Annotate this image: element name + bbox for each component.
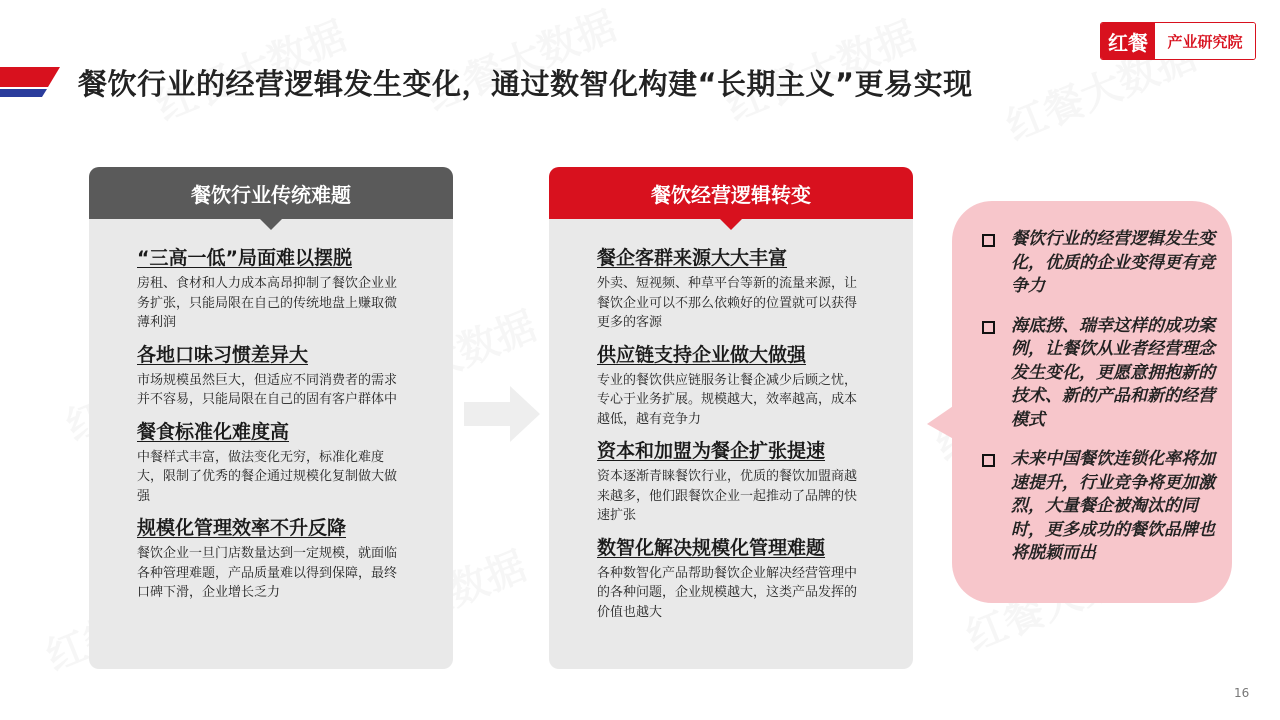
list-item <box>982 315 1222 433</box>
list-item <box>137 342 407 410</box>
square-bullet-icon <box>982 321 995 334</box>
bullet-text: 未来中国餐饮连锁化率将加速提升，行业竞争将更加激烈，大量餐企被淘汰的同时，更多成功的餐饮品牌也将脱颖而出 <box>1011 449 1215 563</box>
item-title: 各地口味习惯差异大 <box>137 343 309 366</box>
list-item <box>137 245 407 333</box>
item-body: 外卖、短视频、种草平台等新的流量来源，让餐饮企业可以不那么依赖好的位置就可以获得更多的客源 <box>597 276 858 330</box>
item-body: 中餐样式丰富，做法变化无穷，标准化难度大，限制了优秀的餐企通过规模化复制做大做强 <box>137 449 398 504</box>
item-title: 餐食标准化难度高 <box>137 420 290 443</box>
panel-item-list <box>549 219 913 622</box>
logo-brand-mark: 红餐 <box>1101 23 1155 59</box>
square-bullet-icon <box>982 454 995 467</box>
item-body: 餐饮企业一旦门店数量达到一定规模，就面临各种管理难题，产品质量难以得到保障，最终口碑下滑，企业增长乏力 <box>137 546 398 600</box>
list-item <box>137 515 407 603</box>
item-body: 房租、食材和人力成本高昂抑制了餐饮企业业务扩张，只能局限在自己的传统地盘上赚取微薄利润 <box>137 276 398 330</box>
item-title: 餐企客群来源大大丰富 <box>597 247 788 269</box>
item-title: 资本和加盟为餐企扩张提速 <box>597 440 826 462</box>
title-accent-stripe <box>0 67 60 97</box>
list-item <box>597 245 867 333</box>
brand-logo <box>1100 22 1256 60</box>
page-title: 餐饮行业的经营逻辑发生变化，通过数智化构建“长期主义”更易实现 <box>78 67 973 101</box>
list-item <box>982 228 1222 299</box>
list-item <box>597 342 867 430</box>
list-item <box>137 419 407 507</box>
item-title: 数智化解决规模化管理难题 <box>597 536 826 559</box>
item-title: 供应链支持企业做大做强 <box>597 343 807 366</box>
item-body: 各种数智化产品帮助餐饮企业解决经营管理中的各种问题，企业规模越大，这类产品发挥的价值也越大 <box>597 565 858 620</box>
panel-item-list <box>89 219 453 603</box>
page-number: 16 <box>1234 686 1250 700</box>
list-item <box>982 448 1222 566</box>
list-item <box>597 535 867 623</box>
right-arrow-icon <box>464 386 540 442</box>
item-body: 市场规模虽然巨大，但适应不同消费者的需求并不容易，只能局限在自己的固有客户群体中 <box>137 372 398 407</box>
traditional-problems-panel <box>89 167 453 669</box>
logic-change-panel <box>549 167 913 669</box>
bullet-text: 餐饮行业的经营逻辑发生变化，优质的企业变得更有竞争力 <box>1011 229 1215 296</box>
square-bullet-icon <box>982 234 995 247</box>
logo-brand-text: 产业研究院 <box>1155 23 1255 59</box>
item-title: “三高一低”局面难以摆脱 <box>137 247 352 269</box>
panel-heading: 餐饮经营逻辑转变 <box>651 182 811 207</box>
panel-heading: 餐饮行业传统难题 <box>191 182 351 207</box>
panel-header <box>549 167 913 219</box>
bullet-text: 海底捞、瑞幸这样的成功案例，让餐饮从业者经营理念发生变化，更愿意拥抱新的技术、新的产品和新的经营模式 <box>1011 315 1215 430</box>
conclusion-bullet-list <box>982 228 1222 582</box>
header-notch <box>719 218 743 230</box>
item-body: 资本逐渐青睐餐饮行业，优质的餐饮加盟商越来越多，他们跟餐饮企业一起推动了品牌的快速扩张 <box>597 469 858 523</box>
panel-header <box>89 167 453 219</box>
item-body: 专业的餐饮供应链服务让餐企减少后顾之忧，专心于业务扩展。规模越大，效率越高，成本越低，越有竞争力 <box>597 372 858 427</box>
list-item <box>597 438 867 526</box>
header-notch <box>259 218 283 230</box>
item-title: 规模化管理效率不升反降 <box>137 517 347 539</box>
